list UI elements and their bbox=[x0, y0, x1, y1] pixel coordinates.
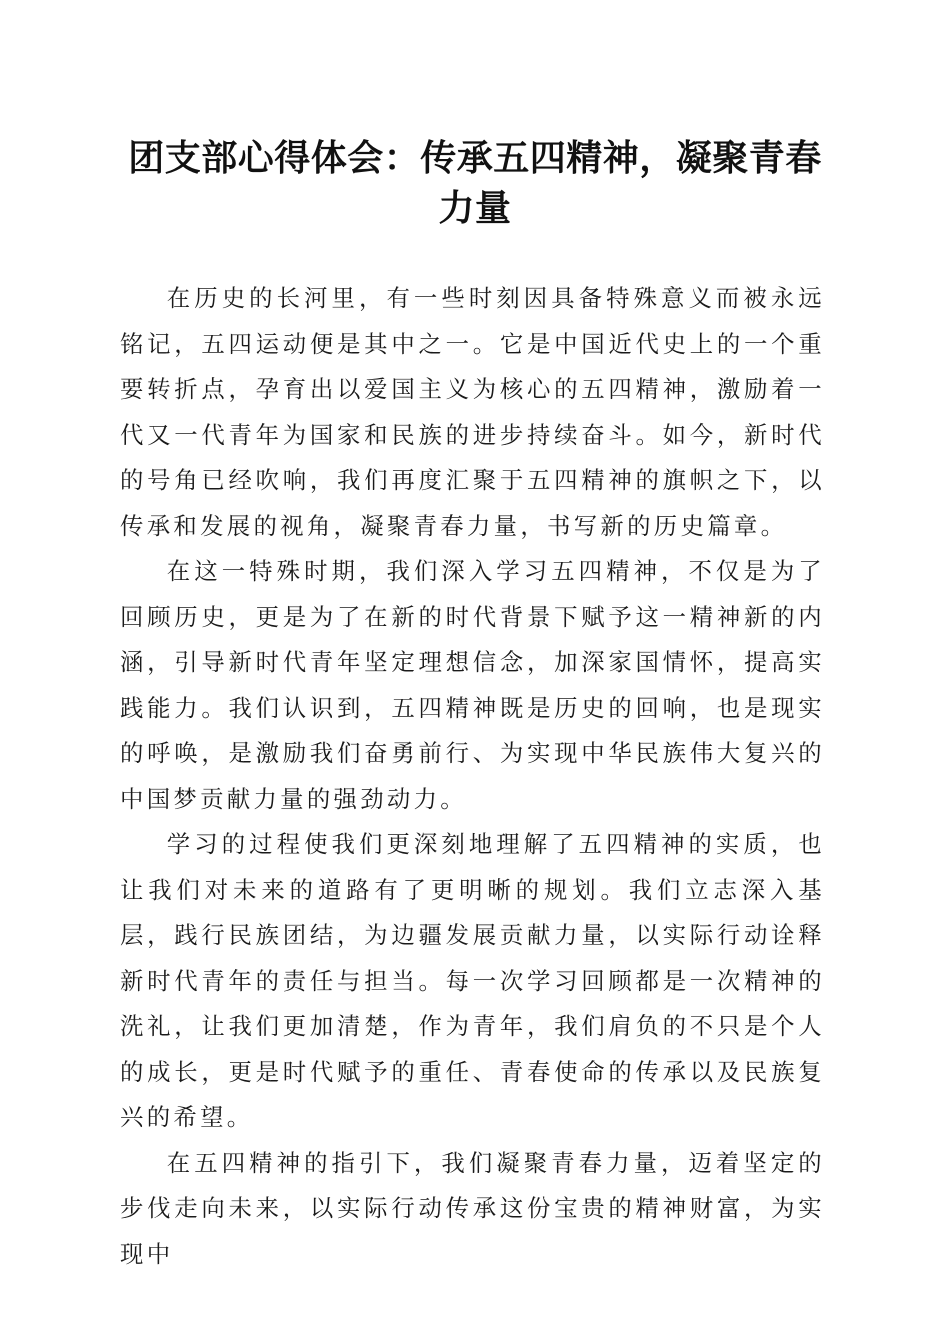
paragraph-4: 在五四精神的指引下，我们凝聚青春力量，迈着坚定的步伐走向未来，以实际行动传承这份宝贵的精神财富，为实现中 bbox=[120, 1148, 825, 1268]
paragraph-3: 学习的过程使我们更深刻地理解了五四精神的实质，也让我们对未来的道路有了更明晰的规划。我们立志深入基层，践行民族团结，为边疆发展贡献力量，以实际行动诠释新时代青年的责任与担当。每一次学习回顾都是一次精神的洗礼，让我们更加清楚，作为青年，我们肩负的不只是个人的成长，更是时代赋予的重任、青春使命的传承以及民族复兴的希望。 bbox=[120, 830, 825, 1131]
paragraph-2: 在这一特殊时期，我们深入学习五四精神，不仅是为了回顾历史，更是为了在新的时代背景下赋予这一精神新的内涵，引导新时代青年坚定理想信念，加深家国情怀，提高实践能力。我们认识到，五四精神既是历史的回响，也是现实的呼唤，是激励我们奋勇前行、为实现中华民族伟大复兴的中国梦贡献力量的强劲动力。 bbox=[120, 557, 825, 813]
paragraph-1: 在历史的长河里，有一些时刻因具备特殊意义而被永远铭记，五四运动便是其中之一。它是中国近代史上的一个重要转折点，孕育出以爱国主义为核心的五四精神，激励着一代又一代青年为国家和民族的进步持续奋斗。如今，新时代的号角已经吹响，我们再度汇聚于五四精神的旗帜之下，以传承和发展的视角，凝聚青春力量，书写新的历史篇章。 bbox=[120, 284, 825, 540]
document-title: 团支部心得体会：传承五四精神，凝聚青春力量 bbox=[128, 138, 822, 229]
document-body bbox=[120, 276, 825, 1277]
